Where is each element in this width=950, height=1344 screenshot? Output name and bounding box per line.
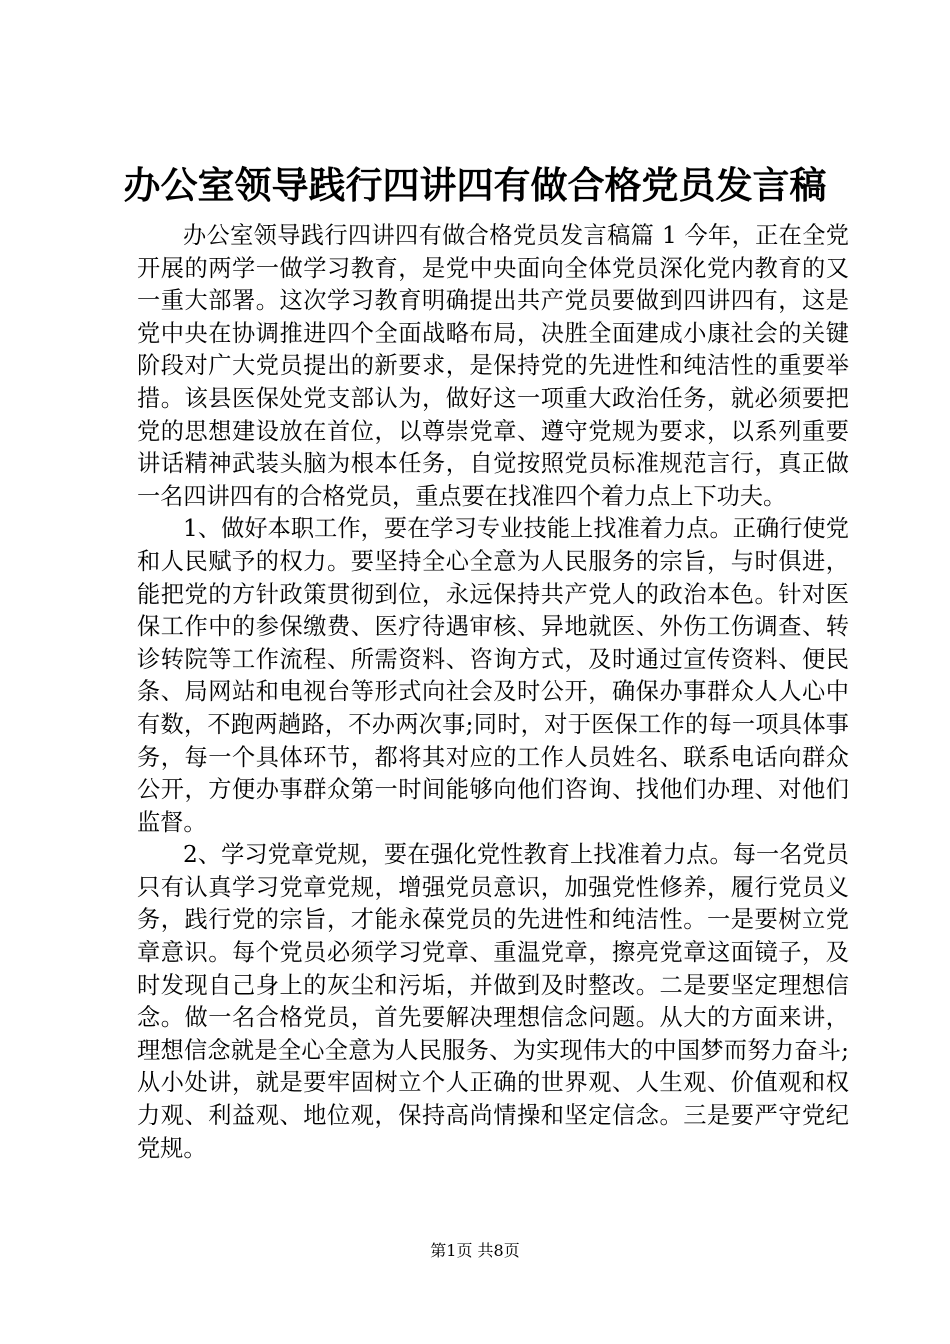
paragraph-intro: 办公室领导践行四讲四有做合格党员发言稿篇 1 今年，正在全党开展的两学一做学习教育，是党中央面向全体党员深化党内教育的又一重大部署。这次学习教育明确提出共产党员要做到四讲四有，这是党中央在协调推进四个全面战略布局，决胜全面建成小康社会的关键阶段对广大党员提出的新要求，是保持党的先进性和纯洁性的重要举措。该县医保处党支部认为，做好这一项重大政治任务，就必须要把党的思想建设放在首位，以尊崇党章、遵守党规为要求，以系列重要讲话精神武装头脑为根本任务，自觉按照党员标准规范言行，真正做一名四讲四有的合格党员，重点要在找准四个着力点上下功夫。 bbox=[137, 222, 849, 510]
paragraph-point-2: 2、学习党章党规，要在强化党性教育上找准着力点。每一名党员只有认真学习党章党规，增强党员意识，加强党性修养，履行党员义务，践行党的宗旨，才能永葆党员的先进性和纯洁性。一是要树立党章意识。每个党员必须学习党章、重温党章，擦亮党章这面镜子，及时发现自己身上的灰尘和污垢，并做到及时整改。二是要坚定理想信念。做一名合格党员，首先要解决理想信念问题。从大的方面来讲，理想信念就是全心全意为人民服务、为实现伟大的中国梦而努力奋斗;从小处讲，就是要牢固树立个人正确的世界观、人生观、价值观和权力观、利益观、地位观，保持高尚情操和坚定信念。三是要严守党纪党规。 bbox=[137, 841, 849, 1162]
page-number-footer: 第1页 共8页 bbox=[430, 1241, 520, 1260]
paragraph-point-1: 1、做好本职工作，要在学习专业技能上找准着力点。正确行使党和人民赋予的权力。要坚持全心全意为人民服务的宗旨，与时俱进，能把党的方针政策贯彻到位，永远保持共产党人的政治本色。针对医保工作中的参保缴费、医疗待遇审核、异地就医、外伤工伤调查、转诊转院等工作流程、所需资料、咨询方式，及时通过宣传资料、便民条、局网站和电视台等形式向社会及时公开，确保办事群众人人心中有数，不跑两趟路，不办两次事;同时，对于医保工作的每一项具体事务，每一个具体环节，都将其对应的工作人员姓名、联系电话向群众公开，方便办事群众第一时间能够向他们咨询、找他们办理、对他们监督。 bbox=[137, 515, 849, 836]
document-title: 办公室领导践行四讲四有做合格党员发言稿 bbox=[123, 163, 827, 207]
document-body bbox=[137, 220, 849, 1165]
